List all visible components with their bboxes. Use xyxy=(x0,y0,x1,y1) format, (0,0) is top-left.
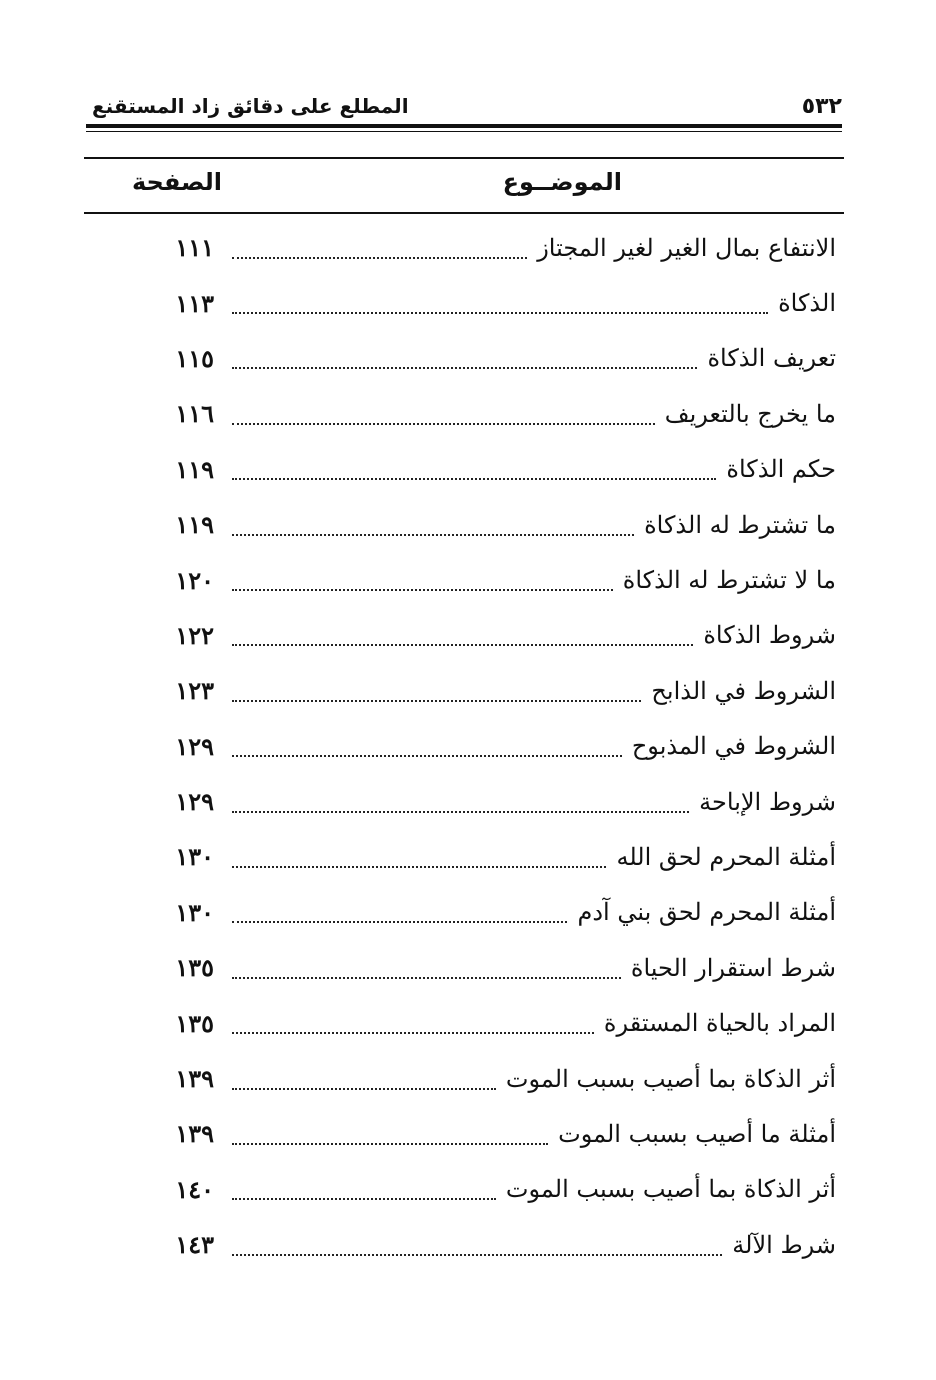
dot-leader xyxy=(232,783,689,813)
table-header-rule xyxy=(84,212,844,214)
entry-title: ما لا تشترط له الذكاة xyxy=(622,566,836,595)
toc-entry xyxy=(140,885,836,940)
toc-entry xyxy=(140,608,836,663)
toc-entry xyxy=(140,497,836,552)
dot-leader xyxy=(232,339,697,369)
dot-leader xyxy=(232,1115,548,1145)
toc-entry xyxy=(140,940,836,995)
entry-title: تعريف الذكاة xyxy=(707,344,836,373)
table-top-rule xyxy=(84,157,844,159)
toc-entry xyxy=(140,1106,836,1161)
dot-leader xyxy=(232,1226,722,1256)
entry-page-number: ١٣٥ xyxy=(175,953,214,983)
dot-leader xyxy=(232,284,768,314)
entry-page-number: ١١١ xyxy=(175,233,214,263)
column-headers xyxy=(84,168,844,208)
header-rule-thin xyxy=(86,131,842,132)
dot-leader xyxy=(232,949,621,979)
entry-title: شرط الآلة xyxy=(732,1230,836,1259)
toc-entry xyxy=(140,1217,836,1272)
dot-leader xyxy=(232,1170,496,1200)
entry-page-number: ١٢٩ xyxy=(175,731,214,761)
dot-leader xyxy=(232,838,606,868)
entry-title: الذكاة xyxy=(778,289,836,318)
entry-title: الشروط في المذبوح xyxy=(631,732,836,761)
entry-page-number: ١١٩ xyxy=(175,510,214,540)
entry-title: المراد بالحياة المستقرة xyxy=(603,1009,836,1038)
entry-title: الانتفاع بمال الغير لغير المجتاز xyxy=(537,233,836,262)
dot-leader xyxy=(232,506,634,536)
entry-title: الشروط في الذابح xyxy=(651,676,836,705)
toc-entry xyxy=(140,442,836,497)
entry-title: شروط الإباحة xyxy=(699,787,836,816)
entry-title: ما تشترط له الذكاة xyxy=(644,510,836,539)
toc-entry xyxy=(140,220,836,275)
entry-title: أمثلة المحرم لحق بني آدم xyxy=(577,898,836,927)
entry-page-number: ١١٩ xyxy=(175,454,214,484)
entry-title: أمثلة ما أصيب بسبب الموت xyxy=(558,1119,836,1148)
entry-page-number: ١١٣ xyxy=(175,288,214,318)
dot-leader xyxy=(232,1004,594,1034)
toc-entry xyxy=(140,719,836,774)
toc-entry xyxy=(140,1162,836,1217)
entry-title: شرط استقرار الحياة xyxy=(630,953,836,982)
entry-page-number: ١٤٠ xyxy=(175,1174,214,1204)
dot-leader xyxy=(232,395,655,425)
dot-leader xyxy=(232,893,567,923)
dot-leader xyxy=(232,727,622,757)
toc-entry xyxy=(140,552,836,607)
toc-entry xyxy=(140,275,836,330)
toc-entry xyxy=(140,386,836,441)
toc-entry xyxy=(140,774,836,829)
toc-entry xyxy=(140,663,836,718)
entry-page-number: ١٤٣ xyxy=(175,1230,214,1260)
entry-title: أمثلة المحرم لحق الله xyxy=(616,842,836,871)
dot-leader xyxy=(232,450,716,480)
entry-page-number: ١٢٩ xyxy=(175,787,214,817)
entry-title: حكم الذكاة xyxy=(726,455,836,484)
toc-entry xyxy=(140,331,836,386)
dot-leader xyxy=(232,561,613,591)
page-column-header: الصفحة xyxy=(132,168,223,196)
entry-page-number: ١٣٩ xyxy=(175,1064,214,1094)
entry-page-number: ١٣٩ xyxy=(175,1119,214,1149)
entry-title: أثر الذكاة بما أصيب بسبب الموت xyxy=(505,1064,836,1093)
book-title: المطلع على دقائق زاد المستقنع xyxy=(92,94,409,118)
toc-entries xyxy=(140,220,836,1272)
toc-entry xyxy=(140,829,836,884)
dot-leader xyxy=(232,1060,496,1090)
dot-leader xyxy=(232,229,527,259)
dot-leader xyxy=(232,672,641,702)
header-rule-thick xyxy=(86,124,842,128)
entry-title: ما يخرج بالتعريف xyxy=(664,399,836,428)
entry-page-number: ١٢٢ xyxy=(175,620,214,650)
entry-page-number: ١٣٠ xyxy=(175,897,214,927)
entry-page-number: ١١٦ xyxy=(175,399,214,429)
entry-page-number: ١٢٣ xyxy=(175,676,214,706)
entry-page-number: ١١٥ xyxy=(175,343,214,373)
topic-column-header: الموضــوع xyxy=(502,168,622,196)
entry-page-number: ١٢٠ xyxy=(175,565,214,595)
entry-page-number: ١٣٠ xyxy=(175,842,214,872)
entry-title: شروط الذكاة xyxy=(703,621,836,650)
entry-title: أثر الذكاة بما أصيب بسبب الموت xyxy=(505,1175,836,1204)
page-number: ٥٣٢ xyxy=(801,94,842,119)
dot-leader xyxy=(232,616,693,646)
toc-entry xyxy=(140,1051,836,1106)
toc-entry xyxy=(140,995,836,1050)
entry-page-number: ١٣٥ xyxy=(175,1008,214,1038)
